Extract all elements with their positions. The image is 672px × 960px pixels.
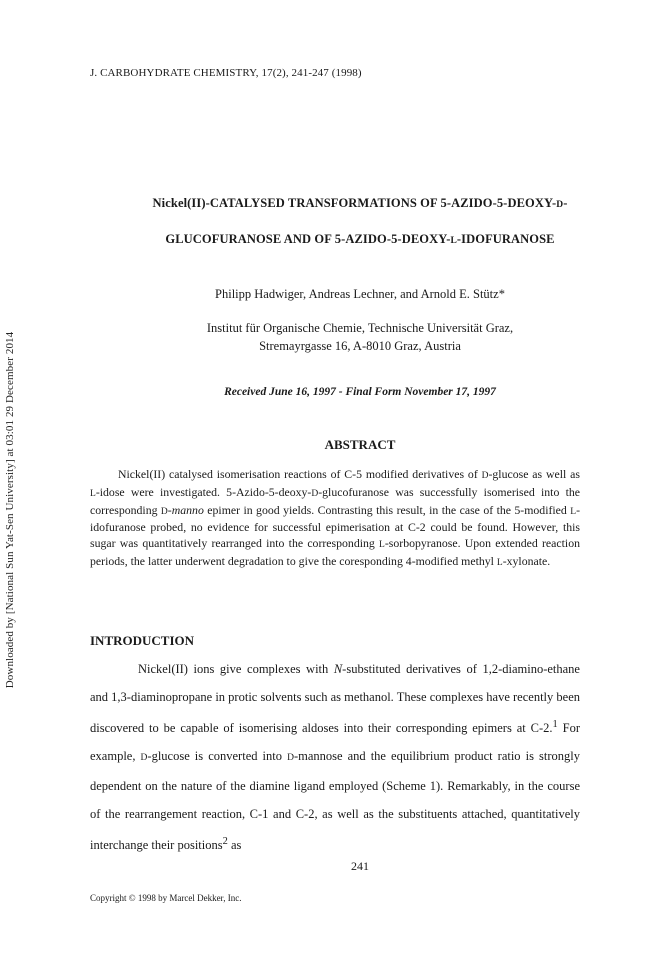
author-list: Philipp Hadwiger, Andreas Lechner, and Arnold E. Stütz* — [215, 287, 505, 301]
small-cap: D — [140, 753, 148, 764]
text-run: -idofuranose probed, no evidence for successful epimerisation at C-2 could be found. However, this sugar was quantitatively rearranged into the corresponding — [90, 502, 580, 551]
small-cap: D — [481, 471, 489, 481]
text-run: -glucose is converted into — [147, 749, 288, 764]
text-run: Nickel(II) ions give complexes with — [138, 662, 334, 676]
small-cap: D — [556, 200, 564, 210]
abstract-heading: ABSTRACT — [324, 437, 396, 452]
citation-ref: 2 — [222, 836, 228, 848]
abstract-text — [90, 467, 580, 572]
text-run: -idose were investigated. 5-Azido-5-deoxy- — [95, 484, 312, 499]
small-cap: L — [379, 540, 385, 551]
title-text: Nickel(II)-CATALYSED TRANSFORMATIONS OF 5-AZIDO-5-DEOXY- — [152, 196, 557, 210]
text-run: - — [167, 502, 172, 517]
download-watermark — [0, 300, 20, 720]
text-run: -glucofuranose was successfully isomerised into the corresponding — [90, 484, 580, 517]
citation-ref: 1 — [552, 719, 558, 730]
affiliation-line-2: Stremayrgasse 16, A-8010 Graz, Austria — [259, 339, 461, 353]
received-dates: Received June 16, 1997 - Final Form November 17, 1997 — [224, 386, 496, 398]
small-cap: L — [450, 236, 457, 246]
title-text: - — [563, 196, 568, 210]
introduction-text — [90, 655, 580, 859]
text-run: -xylonate. — [502, 553, 551, 568]
article-title-line-1 — [80, 196, 640, 211]
text-run: -glucose as well as — [488, 467, 580, 481]
text-run: as — [227, 838, 242, 853]
small-cap: L — [496, 557, 503, 568]
small-cap: D — [160, 506, 168, 517]
small-cap: L — [570, 506, 577, 517]
text-run: For example, — [90, 721, 581, 764]
text-run: -sorbopyranose. Upon extended reaction periods, the latter underwent degradation to give the coresponding 4-modified methyl — [90, 536, 580, 568]
small-cap: L — [90, 488, 96, 499]
affiliation-line-1: Institut für Organische Chemie, Technische Universität Graz, — [206, 321, 514, 335]
italic-run: N — [333, 662, 343, 676]
title-text: GLUCOFURANOSE AND OF 5-AZIDO-5-DEOXY- — [165, 232, 451, 246]
title-text: -IDOFURANOSE — [456, 232, 555, 246]
text-run: -substituted derivatives of 1,2-diamino-ethane and 1,3-diaminopropane in protic solvents such as methanol. These complexes have recently been discovered to be capable of isomerising aldoses into their corresponding epimers at C-2. — [90, 662, 580, 736]
journal-reference: J. CARBOHYDRATE CHEMISTRY, 17(2), 241-247 (1998) — [90, 67, 362, 79]
article-title-line-2 — [80, 232, 640, 247]
introduction-heading: INTRODUCTION — [90, 633, 195, 648]
small-cap: D — [311, 488, 319, 499]
copyright-notice: Copyright © 1998 by Marcel Dekker, Inc. — [90, 893, 242, 903]
page-number: 241 — [351, 859, 369, 873]
download-note-text: Downloaded by [National Sun Yat-Sen University] at 03:01 29 December 2014 — [4, 331, 16, 689]
text-run: epimer in good yields. Contrasting this result, in the case of the 5-modified — [203, 502, 571, 517]
small-cap: D — [287, 753, 294, 764]
text-run: Nickel(II) catalysed isomerisation reactions of C-5 modified derivatives of — [118, 467, 482, 481]
italic-run: manno — [171, 502, 204, 517]
text-run: -mannose and the equilibrium product ratio is strongly dependent on the nature of the diamine ligand employed (Scheme 1). Remarkably, in the course of the rearrangement reaction, C-1 and C-2, as well as the substituents attached, quantitatively interchange their positions — [90, 749, 580, 853]
